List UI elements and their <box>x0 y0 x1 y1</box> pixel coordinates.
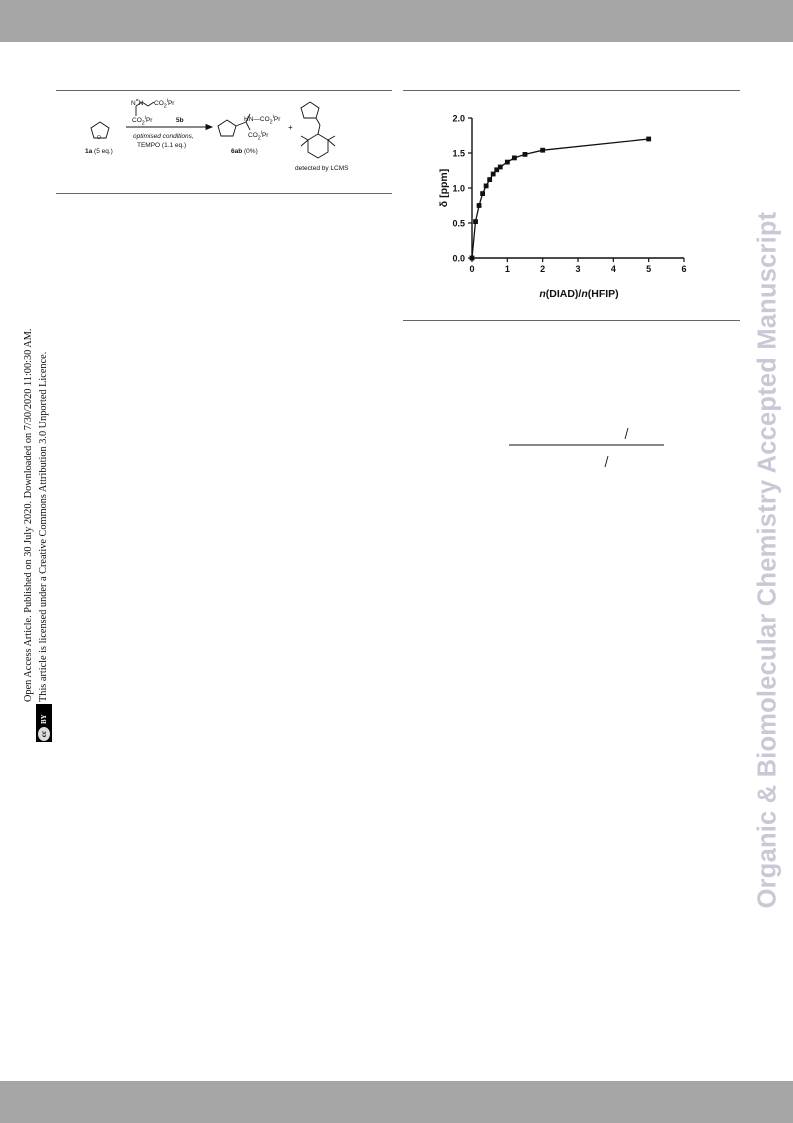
accepted-manuscript-watermark: Organic & Biomolecular Chemistry Accepted Manuscript <box>753 211 782 909</box>
data-point <box>470 256 475 261</box>
product-label: 6ab (0%) <box>231 148 258 155</box>
plus-sign: + <box>288 123 293 132</box>
cc-badge-text: cc <box>38 727 50 741</box>
conditions-line-2: TEMPO (1.1 eq.) <box>137 142 187 149</box>
y-tick-label: 2.0 <box>452 113 465 124</box>
data-point <box>477 203 482 208</box>
chart-canvas <box>403 98 740 318</box>
y-tick-label: 1.5 <box>452 148 465 159</box>
data-point <box>473 219 478 224</box>
figure-top-rule <box>403 90 740 91</box>
thf-oxygen-label: O <box>97 135 101 141</box>
data-point <box>491 172 496 177</box>
product-top-group: $HN—CO_2^iPr$ <box>244 114 281 126</box>
reaction-scheme <box>56 92 392 192</box>
conditions-line-1: optimised conditions, <box>133 133 194 140</box>
tempo-adduct-thf-icon <box>301 102 319 118</box>
x-tick-label: 4 <box>610 264 616 274</box>
x-tick-label: 0 <box>469 264 475 274</box>
denominator-slash-icon <box>605 456 608 467</box>
formula-drawing <box>509 424 665 474</box>
cc-by-badge-icon[interactable] <box>36 704 52 742</box>
header-bar <box>0 0 793 42</box>
azo-n-labels: N=N <box>131 98 144 108</box>
data-point <box>480 191 485 196</box>
y-axis-label: δ [ppm] <box>438 168 450 208</box>
x-tick-label: 1 <box>504 264 510 274</box>
license-line-published: Open Access Article. Published on 30 July 2020. Downloaded on 7/30/2020 11:00:30 AM. <box>23 328 34 702</box>
data-point <box>505 160 510 165</box>
y-tick-label: 0.0 <box>452 253 465 264</box>
x-axis-label: n(DIAD)/n(HFIP) <box>539 288 619 300</box>
azo-top-group: $CO_2^iPr$ <box>154 98 175 110</box>
scheme-bottom-rule <box>56 193 392 194</box>
lcms-note: detected by LCMS <box>295 165 349 172</box>
data-point <box>484 184 489 189</box>
by-badge-text: BY <box>39 714 48 724</box>
scheme-top-rule <box>56 90 392 91</box>
numerator-slash-icon <box>625 428 628 439</box>
product-thf-ring-icon <box>218 120 236 136</box>
series-line <box>472 139 649 258</box>
x-tick-label: 6 <box>681 264 687 274</box>
data-point <box>498 165 503 170</box>
data-point <box>512 156 517 161</box>
reagent-code: 5b <box>176 117 184 124</box>
x-tick-label: 3 <box>575 264 581 274</box>
data-point <box>646 137 651 142</box>
y-tick-label: 1.0 <box>452 183 465 194</box>
start-material-label: 1a (5 eq.) <box>85 148 113 155</box>
x-tick-label: 2 <box>540 264 546 274</box>
product-bottom-group: $CO_2^iPr$ <box>248 130 269 142</box>
x-tick-label: 5 <box>646 264 652 274</box>
license-line-licence[interactable]: This article is licensed under a Creative Commons Attribution 3.0 Unported Licence. <box>38 351 49 702</box>
data-point <box>523 152 528 157</box>
tempo-piperidine-ring-icon <box>308 134 328 158</box>
fraction-formula <box>509 424 665 474</box>
y-tick-label: 0.5 <box>452 218 465 229</box>
reaction-scheme-drawing <box>56 92 392 192</box>
azo-bottom-group: $CO_2^iPr$ <box>132 115 153 127</box>
chart-axes <box>472 118 684 258</box>
footer-bar <box>0 1081 793 1123</box>
data-point <box>487 177 492 182</box>
data-point <box>540 148 545 153</box>
titration-chart <box>403 98 740 318</box>
license-notice <box>22 262 52 742</box>
figure-bottom-rule <box>403 320 740 321</box>
